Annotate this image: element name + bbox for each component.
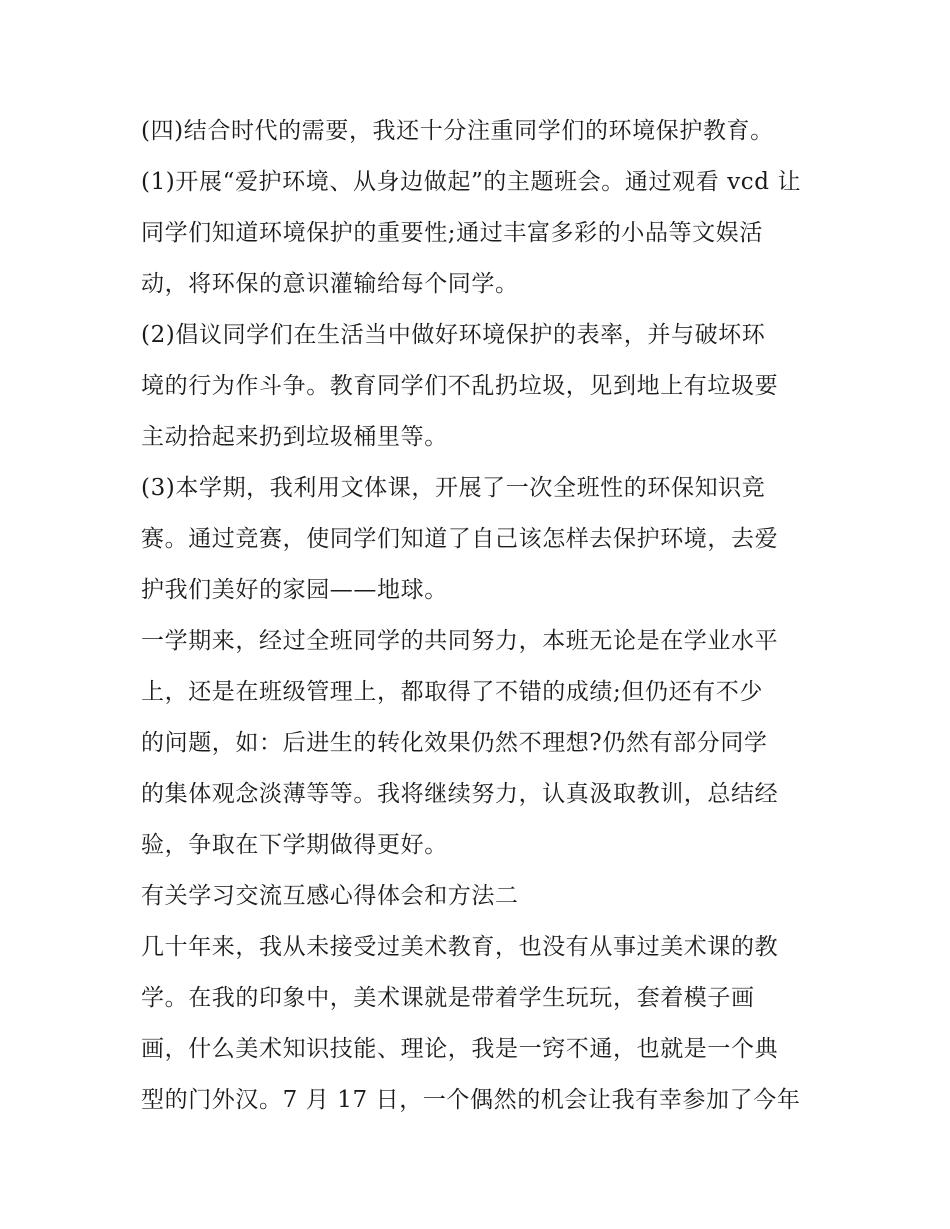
text-line: 境的行为作斗争。教育同学们不乱扔垃圾，见到地上有垃圾要 bbox=[141, 373, 779, 399]
text-line: 验，争取在下学期做得更好。 bbox=[141, 832, 448, 858]
text-line: (四)结合时代的需要，我还十分注重同学们的环境保护教育。 bbox=[141, 118, 774, 144]
text-line: 的问题，如：后进生的转化效果仍然不理想?仍然有部分同学 bbox=[141, 730, 768, 756]
text-line: 学。在我的印象中，美术课就是带着学生玩玩，套着模子画 bbox=[141, 985, 755, 1011]
text-line: 型的门外汉。7 月 17 日，一个偶然的机会让我有幸参加了今年 bbox=[141, 1087, 801, 1113]
text-line: 画，什么美术知识技能、理论，我是一窍不通，也就是一个典 bbox=[141, 1036, 779, 1062]
text-line: (3)本学期，我利用文体课，开展了一次全班性的环保知识竞 bbox=[141, 475, 766, 501]
text-line: 护我们美好的家园——地球。 bbox=[141, 577, 448, 603]
text-line: 同学们知道环境保护的重要性;通过丰富多彩的小品等文娱活 bbox=[141, 220, 763, 246]
text-line: 上，还是在班级管理上，都取得了不错的成绩;但仍还有不少 bbox=[141, 679, 763, 705]
text-line: (2)倡议同学们在生活当中做好环境保护的表率，并与破坏环 bbox=[141, 322, 766, 348]
text-line: (1)开展“爱护环境、从身边做起”的主题班会。通过观看 vcd 让 bbox=[141, 169, 802, 195]
body-text bbox=[141, 106, 821, 1126]
text-line: 主动拾起来扔到垃圾桶里等。 bbox=[141, 424, 448, 450]
text-line: 的集体观念淡薄等等。我将继续努力，认真汲取教训，总结经 bbox=[141, 781, 779, 807]
section-heading: 有关学习交流互感心得体会和方法二 bbox=[141, 883, 519, 909]
text-line: 几十年来，我从未接受过美术教育，也没有从事过美术课的教 bbox=[141, 934, 779, 960]
text-line: 赛。通过竞赛，使同学们知道了自己该怎样去保护环境，去爱 bbox=[141, 526, 779, 552]
text-line: 动，将环保的意识灌输给每个同学。 bbox=[141, 271, 519, 297]
text-line: 一学期来，经过全班同学的共同努力，本班无论是在学业水平 bbox=[141, 628, 779, 654]
